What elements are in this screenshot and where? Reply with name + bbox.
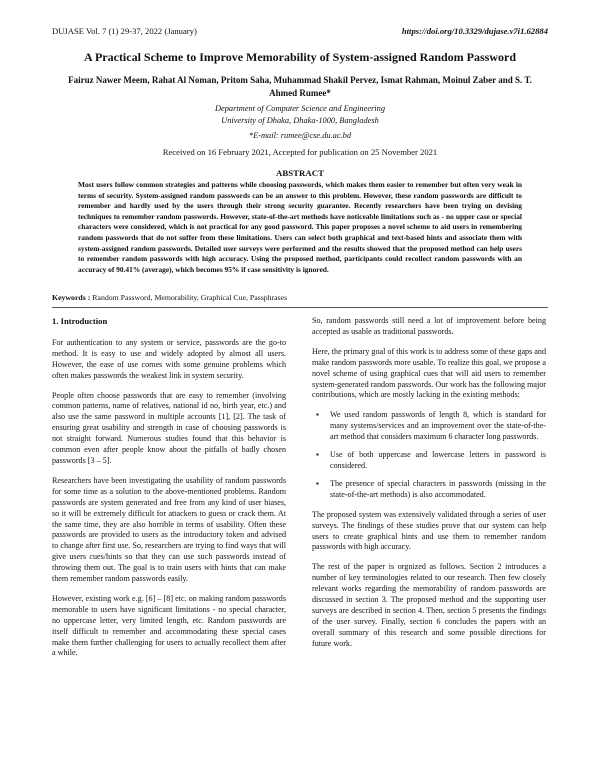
paragraph: People often choose passwords that are easy to remember (involving common patterns, name of relatives, national id no, birth year, etc.) and also use the same password in multiple accounts [1], [2]. The task of ensuring great usability and strength in case of choosing passwords is not straight forward. Numerous studies found that this behavior is common even after people know about the pitfalls of badly chosen passwords [3 – 5]. [52, 390, 286, 465]
contribution-list [312, 410, 546, 500]
abstract-heading: ABSTRACT [276, 168, 324, 178]
left-column [52, 316, 286, 668]
keywords [52, 293, 548, 302]
author-list: Fairuz Nawer Meem, Rahat Al Noman, Pritom Saha, Muhammad Shakil Pervez, Ismat Rahman, Moinul Zaber and S. T. Ahmed Rumee* [68, 75, 532, 98]
divider [52, 307, 548, 308]
submission-dates: Received on 16 February 2021, Accepted for publication on 25 November 2021 [162, 147, 438, 157]
paragraph: Researchers have been investigating the usability of random passwords for some time as a solution to the above-mentioned problems. Random passwords are system generated and free from any kind of user biases, so it will be extremely difficult for attackers to guess or crack them. At the same time, they are also horrible in terms of usability. Often these passwords are provided to users as the introductory token and advised to change after first use. So, researchers are trying to find ways that will give users cues/hints so that they can use such passwords instead of throwing them out. The goal is to train users with hints that can make them remember random passwords easily. [52, 475, 286, 584]
paragraph: The proposed system was extensively validated through a series of user surveys. The findings of these studies prove that our system can help users to create graphical hints and use them to remember random passwords with high accuracy. [312, 509, 546, 552]
keywords-label: Keywords : [52, 293, 91, 302]
department: Department of Computer Science and Engineering [214, 104, 386, 113]
paragraph: For authentication to any system or service, passwords are the go-to method. It is easy to use and widely adopted by almost all users. However, the ease of use comes with some genuine problems which often makes passwords the weakest link in system security. [52, 337, 286, 380]
right-column [312, 316, 546, 659]
affiliation [60, 103, 540, 142]
corresponding-email: *E-mail: rumee@cse.du.ac.bd [248, 131, 352, 140]
list-item: ▪ Use of both uppercase and lowercase letters in password is considered. [330, 450, 546, 472]
paper-title: A Practical Scheme to Improve Memorability of System-assigned Random Password [83, 50, 517, 64]
section-heading-introduction: 1. Introduction [52, 316, 108, 326]
keywords-text: Random Password, Memorability, Graphical Cue, Passphrases [90, 293, 288, 302]
paragraph: The rest of the paper is orgnized as follows. Section 2 introduces a number of key terminologies related to our research. Then few closely relevant works regarding the memorability of random passwords are discussed in section 3. The proposed method and the supporting user surveys are described in section 4. Then, section 5 presents the findings of the user survey. Finally, section 6 concludes the papers with an overall summary of this research and some possible directions for future work. [312, 562, 546, 648]
paragraph: So, random passwords still need a lot of improvement before being accepted as usable as traditional passwords. [312, 316, 546, 336]
list-item: ▪ The presence of special characters in passwords (missing in the state-of-the-art methods) is also accommodated. [330, 479, 546, 501]
university: University of Dhaka, Dhaka-1000, Bangladesh [221, 116, 379, 125]
journal-citation: DUJASE Vol. 7 (1) 29-37, 2022 (January) [52, 26, 197, 36]
paragraph: Here, the primary goal of this work is to address some of these gaps and make random passwords more usable. To realize this goal, we propose a novel scheme of using graphical cues that will aid users to remember system-generated random passwords. Our work has the following major contributions, which are mostly lacking in the existing methods: [312, 346, 546, 400]
doi-link[interactable]: https://doi.org/10.3329/dujase.v7i1.62884 [401, 26, 548, 36]
paragraph: However, existing work e.g. [6] – [8] etc. on making random passwords memorable to users have significant limitations - no special character, no uppercase letter, very limited length, etc. Random passwords are itself difficult to remember and accommodating these special cases make them further challenging for users to actually recollect them after a while. [52, 593, 286, 658]
running-header [52, 26, 548, 40]
abstract-body: Most users follow common strategies and patterns while choosing passwords, which makes them easier to remember but often very weak in terms of security. System-assigned random passwords can be an answer to this problem. However, these random passwords are difficult to remember and hardly used by the users through their strong security guarantee. Recently researchers have been trying on devising techniques to remember random passwords. However, state-of-the-art methods have noticeable limitations such as - no upper case or special characters were considered, which is not practical for any good password. This paper proposes a novel scheme to aid users in remembering random passwords that do not suffer from these limitations. Users can select both graphical and text-based hints and associate them with system-assigned random passwords. Detailed user surveys were performed and the results showed that the proposed method can help users to remember random passwords with high accuracy. Using the proposed method, participants could recollect random passwords with an accuracy of 90.41% (average), which becomes 95% if case sensitivity is ignored. [78, 180, 522, 274]
list-item: ▪ We used random passwords of length 8, which is standard for many systems/services and an improvement over the state-of-the-art method that considers maximum 6 character long passwords. [330, 410, 546, 443]
